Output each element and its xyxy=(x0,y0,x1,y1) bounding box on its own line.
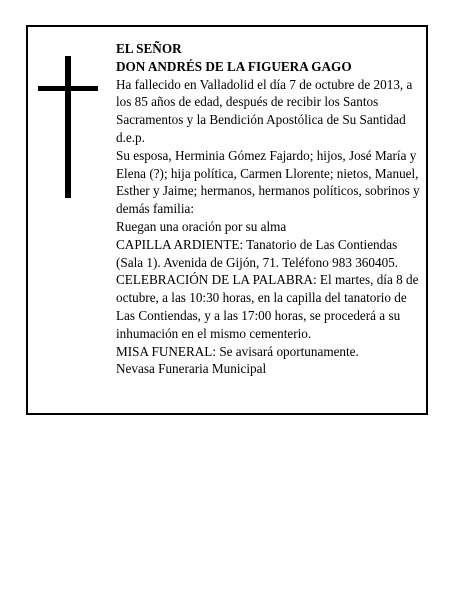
death-announcement: Ha fallecido en Valladolid el día 7 de octubre de 2013, a los 85 años de edad, después de recibir los Santos Sacramentos y la Bendición Apostólica de Su Santidad d.e.p. xyxy=(116,76,413,145)
cross-vertical-bar xyxy=(65,56,71,198)
cross-horizontal-bar xyxy=(38,86,98,91)
prayer-request: Ruegan una oración por su alma xyxy=(116,218,287,234)
obituary-notice xyxy=(26,25,428,415)
chapel-info: CAPILLA ARDIENTE: Tanatorio de Las Contiendas (Sala 1). Avenida de Gijón, 71. Teléfono 983 360405. xyxy=(116,236,399,270)
ceremony-info: CELEBRACIÓN DE LA PALABRA: El martes, día 8 de octubre, a las 10:30 horas, en la capilla del tanatorio de Las Contiendas, y a las 17:00 horas, se procederá a su inhumación en el mismo cementerio. xyxy=(116,272,419,341)
notice-text xyxy=(116,40,422,378)
family-list: Su esposa, Herminia Gómez Fajardo; hijos, José María y Elena (?); hija política, Carmen Llorente; nietos, Manuel, Esther y Jaime; hermanos, hermanos políticos, sobrinos y demás familia: xyxy=(116,147,420,217)
deceased-name: DON ANDRÉS DE LA FIGUERA GAGO xyxy=(116,58,352,74)
cross-icon xyxy=(38,56,98,198)
notice-title: EL SEÑOR xyxy=(116,41,182,56)
funeral-home: Nevasa Funeraria Municipal xyxy=(116,361,267,377)
funeral-mass-info: MISA FUNERAL: Se avisará oportunamente. xyxy=(116,343,359,359)
